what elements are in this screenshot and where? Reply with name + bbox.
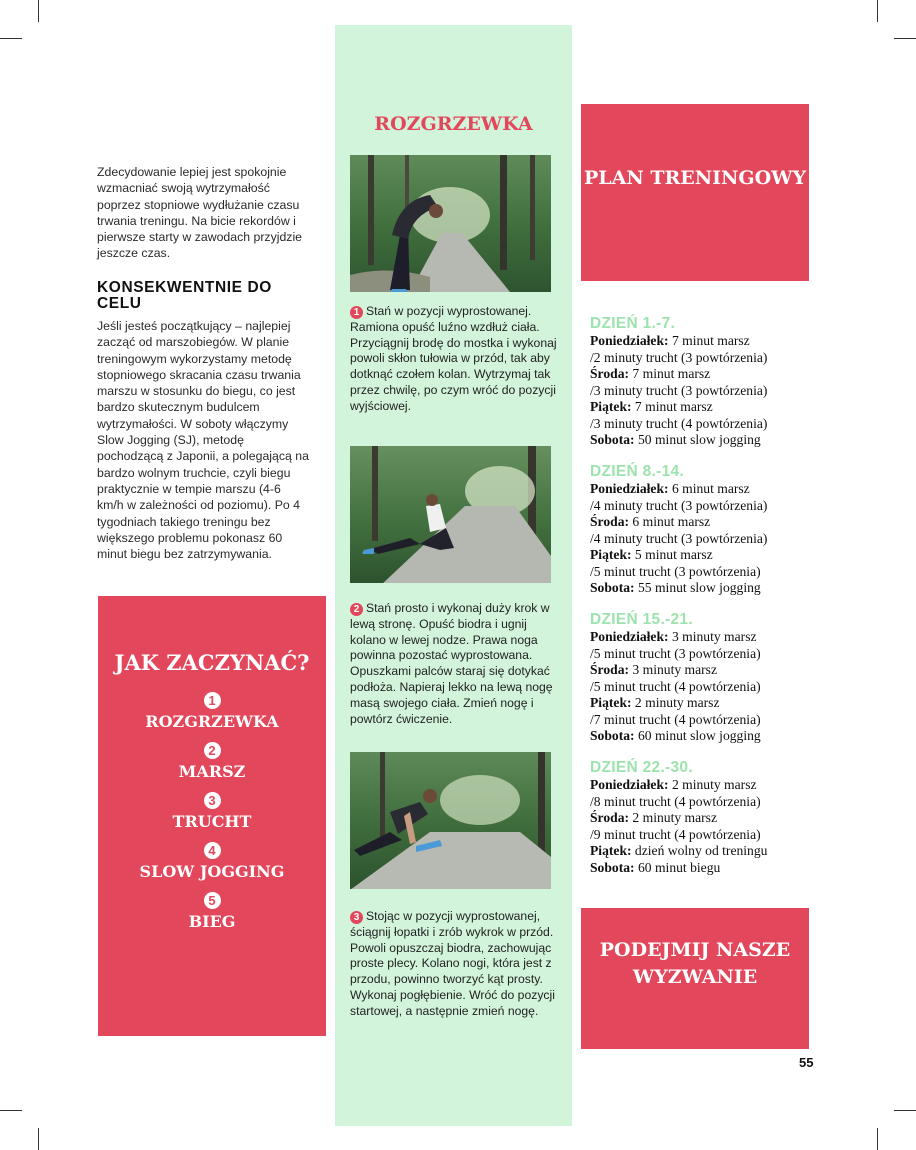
workout-text: 7 minut marsz bbox=[629, 366, 711, 381]
workout-text: 50 minut slow jogging bbox=[634, 432, 761, 447]
list-item-label: SLOW JOGGING bbox=[139, 862, 285, 881]
weekday-label: Poniedziałek: bbox=[590, 333, 669, 348]
workout-text: /4 minuty trucht (3 powtórzenia) bbox=[590, 497, 768, 513]
weekday-label: Środa: bbox=[590, 514, 630, 529]
exercise-photo-3 bbox=[350, 752, 551, 889]
workout-text: dzień wolny od treningu bbox=[631, 843, 768, 858]
workout-text: 5 minut marsz bbox=[631, 547, 713, 562]
workout-text: 55 minut slow jogging bbox=[634, 580, 761, 595]
weekday-label: Piątek: bbox=[590, 695, 632, 710]
plan-day-block bbox=[590, 315, 820, 449]
plan-line bbox=[590, 350, 820, 367]
plan-line bbox=[590, 728, 820, 745]
weekday-label: Sobota: bbox=[590, 728, 635, 743]
list-item-label: BIEG bbox=[188, 912, 236, 931]
workout-text: /3 minuty trucht (4 powtórzenia) bbox=[590, 415, 768, 431]
plan-line bbox=[590, 366, 820, 383]
weekday-label: Sobota: bbox=[590, 432, 635, 447]
plan-line bbox=[590, 827, 820, 844]
weekday-label: Piątek: bbox=[590, 843, 632, 858]
workout-text: 7 minut marsz bbox=[631, 399, 713, 414]
plan-line bbox=[590, 810, 820, 827]
step-text: Stań prosto i wykonaj duży krok w lewą stronę. Opuść biodra i ugnij kolano w lewej nodze. Prawa noga powinna pozostać wyprostowana. Opuszkami palców staraj się dotykać podłoża. Napieraj lekko na lewą nogę masą swojego ciała. Zmień nogę i powtórz ćwiczenie. bbox=[350, 601, 553, 726]
training-plan-title: PLAN TRENINGOWY bbox=[583, 167, 807, 189]
plan-line bbox=[590, 514, 820, 531]
plan-line bbox=[590, 646, 820, 663]
plan-line bbox=[590, 531, 820, 548]
number-badge: 1 bbox=[204, 692, 221, 709]
crop-mark bbox=[38, 1128, 39, 1150]
weekday-label: Sobota: bbox=[590, 859, 635, 875]
plan-day-block bbox=[590, 611, 820, 745]
step-number-badge: 2 bbox=[350, 603, 363, 616]
list-item bbox=[98, 892, 326, 932]
how-to-start-list bbox=[98, 677, 326, 932]
plan-line bbox=[590, 399, 820, 416]
crop-mark bbox=[877, 1128, 878, 1150]
crop-mark bbox=[0, 38, 22, 39]
weekday-label: Poniedziałek: bbox=[590, 777, 669, 792]
exercise-photo-2 bbox=[350, 446, 551, 583]
workout-text: 2 minuty marsz bbox=[629, 810, 717, 825]
warmup-step-1 bbox=[350, 304, 557, 415]
workout-text: 3 minuty marsz bbox=[668, 629, 757, 644]
plan-line bbox=[590, 777, 820, 794]
weekday-label: Poniedziałek: bbox=[590, 481, 669, 496]
plan-line bbox=[590, 860, 820, 877]
how-to-start-box bbox=[98, 596, 326, 1036]
number-badge: 5 bbox=[204, 892, 221, 909]
page-number: 55 bbox=[799, 1055, 814, 1070]
plan-line bbox=[590, 432, 820, 449]
plan-line bbox=[590, 416, 820, 433]
step-text: Stojąc w pozycji wyprostowanej, ściągnij łopatki i zrób wykrok w przód. Powoli opuszczaj biodra, zachowując proste plecy. Kolano nogi, która jest z przodu, powinno tworzyć kąt prosty. Wykonaj pogłębienie. Wróć do pozycji startowej, a następnie zmień nogę. bbox=[350, 909, 555, 1018]
plan-line bbox=[590, 580, 820, 597]
workout-text: 3 minuty marsz bbox=[629, 662, 717, 677]
plan-line bbox=[590, 679, 820, 696]
workout-text: /4 minuty trucht (3 powtórzenia) bbox=[590, 530, 768, 546]
day-title: DZIEŃ 22.-30. bbox=[590, 759, 693, 776]
section-title: KONSEKWENTNIE DO CELU bbox=[97, 279, 272, 312]
plan-line bbox=[590, 564, 820, 581]
weekday-label: Środa: bbox=[590, 662, 630, 677]
crop-mark bbox=[894, 1110, 916, 1111]
plan-line bbox=[590, 843, 820, 860]
plan-line bbox=[590, 383, 820, 400]
exercise-photo-1 bbox=[350, 155, 551, 292]
challenge-title: PODEJMIJ NASZE WYZWANIE bbox=[599, 939, 791, 988]
list-item bbox=[98, 742, 326, 782]
workout-text: /5 minut trucht (3 powtórzenia) bbox=[590, 563, 761, 579]
workout-text: /2 minuty trucht (3 powtórzenia) bbox=[590, 349, 768, 365]
crop-mark bbox=[894, 38, 916, 39]
workout-text: /5 minut trucht (4 powtórzenia) bbox=[590, 678, 761, 694]
weekday-label: Sobota: bbox=[590, 580, 635, 595]
plan-line bbox=[590, 794, 820, 811]
step-number-badge: 1 bbox=[350, 306, 363, 319]
workout-text: /9 minut trucht (4 powtórzenia) bbox=[590, 826, 761, 842]
list-item-label: MARSZ bbox=[178, 762, 246, 781]
weekday-label: Piątek: bbox=[590, 547, 632, 562]
weekday-label: Piątek: bbox=[590, 399, 632, 414]
number-badge: 2 bbox=[204, 742, 221, 759]
workout-text: 6 minut marsz bbox=[629, 514, 711, 529]
day-title: DZIEŃ 8.-14. bbox=[590, 463, 685, 480]
list-item bbox=[98, 692, 326, 732]
step-text: Stań w pozycji wyprostowanej. Ramiona opuść luźno wzdłuż ciała. Przyciągnij brodę do mostka i wykonaj powoli skłon tułowia w przód, tak aby dotknąć czołem kolan. Wytrzymaj tak przez chwilę, po czym wróć do pozycji wyjściowej. bbox=[350, 304, 557, 413]
plan-line bbox=[590, 498, 820, 515]
workout-text: /5 minut trucht (3 powtórzenia) bbox=[590, 645, 761, 661]
weekday-label: Środa: bbox=[590, 366, 630, 381]
number-badge: 4 bbox=[204, 842, 221, 859]
workout-text: 2 minuty marsz bbox=[631, 695, 720, 710]
plan-line bbox=[590, 712, 820, 729]
challenge-box bbox=[581, 908, 809, 1049]
plan-line bbox=[590, 547, 820, 564]
plan-line bbox=[590, 333, 820, 350]
crop-mark bbox=[877, 0, 878, 22]
weekday-label: Środa: bbox=[590, 810, 630, 825]
list-item-label: ROZGRZEWKA bbox=[145, 712, 279, 731]
step-number-badge: 3 bbox=[350, 911, 363, 924]
plan-line bbox=[590, 481, 820, 498]
day-title: DZIEŃ 1.-7. bbox=[590, 315, 676, 332]
day-title: DZIEŃ 15.-21. bbox=[590, 611, 693, 628]
workout-text: 60 minut biegu bbox=[634, 859, 721, 875]
workout-text: 6 minut marsz bbox=[668, 481, 750, 496]
warmup-step-3 bbox=[350, 909, 557, 1020]
plan-line bbox=[590, 662, 820, 679]
number-badge: 3 bbox=[204, 792, 221, 809]
workout-text: 60 minut slow jogging bbox=[634, 728, 761, 743]
plan-line bbox=[590, 695, 820, 712]
workout-text: /7 minut trucht (4 powtórzenia) bbox=[590, 711, 761, 727]
warmup-title: ROZGRZEWKA bbox=[374, 113, 533, 135]
weekday-label: Poniedziałek: bbox=[590, 629, 669, 644]
workout-text: /3 minuty trucht (3 powtórzenia) bbox=[590, 382, 768, 398]
how-to-start-title: JAK ZACZYNAĆ? bbox=[114, 650, 310, 675]
section-body: Jeśli jesteś początkujący – najlepiej zacząć od marszobiegów. W planie treningowym wykorzystamy metodę stopniowego skracania czasu trwania marszu w stosunku do biegu, co jest bardzo skutecznym budulcem wytrzymałości. W soboty włączymy Slow Jogging (SJ), metodę pochodzącą z Japonii, a polegającą na bardzo wolnym truchcie, czyli biegu praktycznie w tempie marszu (4-6 km/h w zależności od poziomu). Po 4 tygodniach takiego treningu bez większego problemu pokonasz 60 minut biegu bez zatrzymywania. bbox=[97, 319, 309, 562]
workout-text: /8 minut trucht (4 powtórzenia) bbox=[590, 793, 761, 809]
list-item-label: TRUCHT bbox=[172, 812, 252, 831]
workout-text: 2 minuty marsz bbox=[668, 777, 757, 792]
plan-day-block bbox=[590, 463, 820, 597]
crop-mark bbox=[0, 1110, 22, 1111]
training-plan-box bbox=[581, 104, 809, 281]
warmup-step-2 bbox=[350, 601, 557, 727]
plan-line bbox=[590, 629, 820, 646]
intro-paragraph: Zdecydowanie lepiej jest spokojnie wzmacniać swoją wytrzymałość poprzez stopniowe wydłużanie czasu trwania treningu. Na bicie rekordów i pierwsze starty w zawodach przyjdzie jeszcze czas. bbox=[97, 165, 303, 261]
list-item bbox=[98, 842, 326, 882]
plan-day-block bbox=[590, 759, 820, 876]
workout-text: 7 minut marsz bbox=[668, 333, 750, 348]
list-item bbox=[98, 792, 326, 832]
crop-mark bbox=[38, 0, 39, 22]
